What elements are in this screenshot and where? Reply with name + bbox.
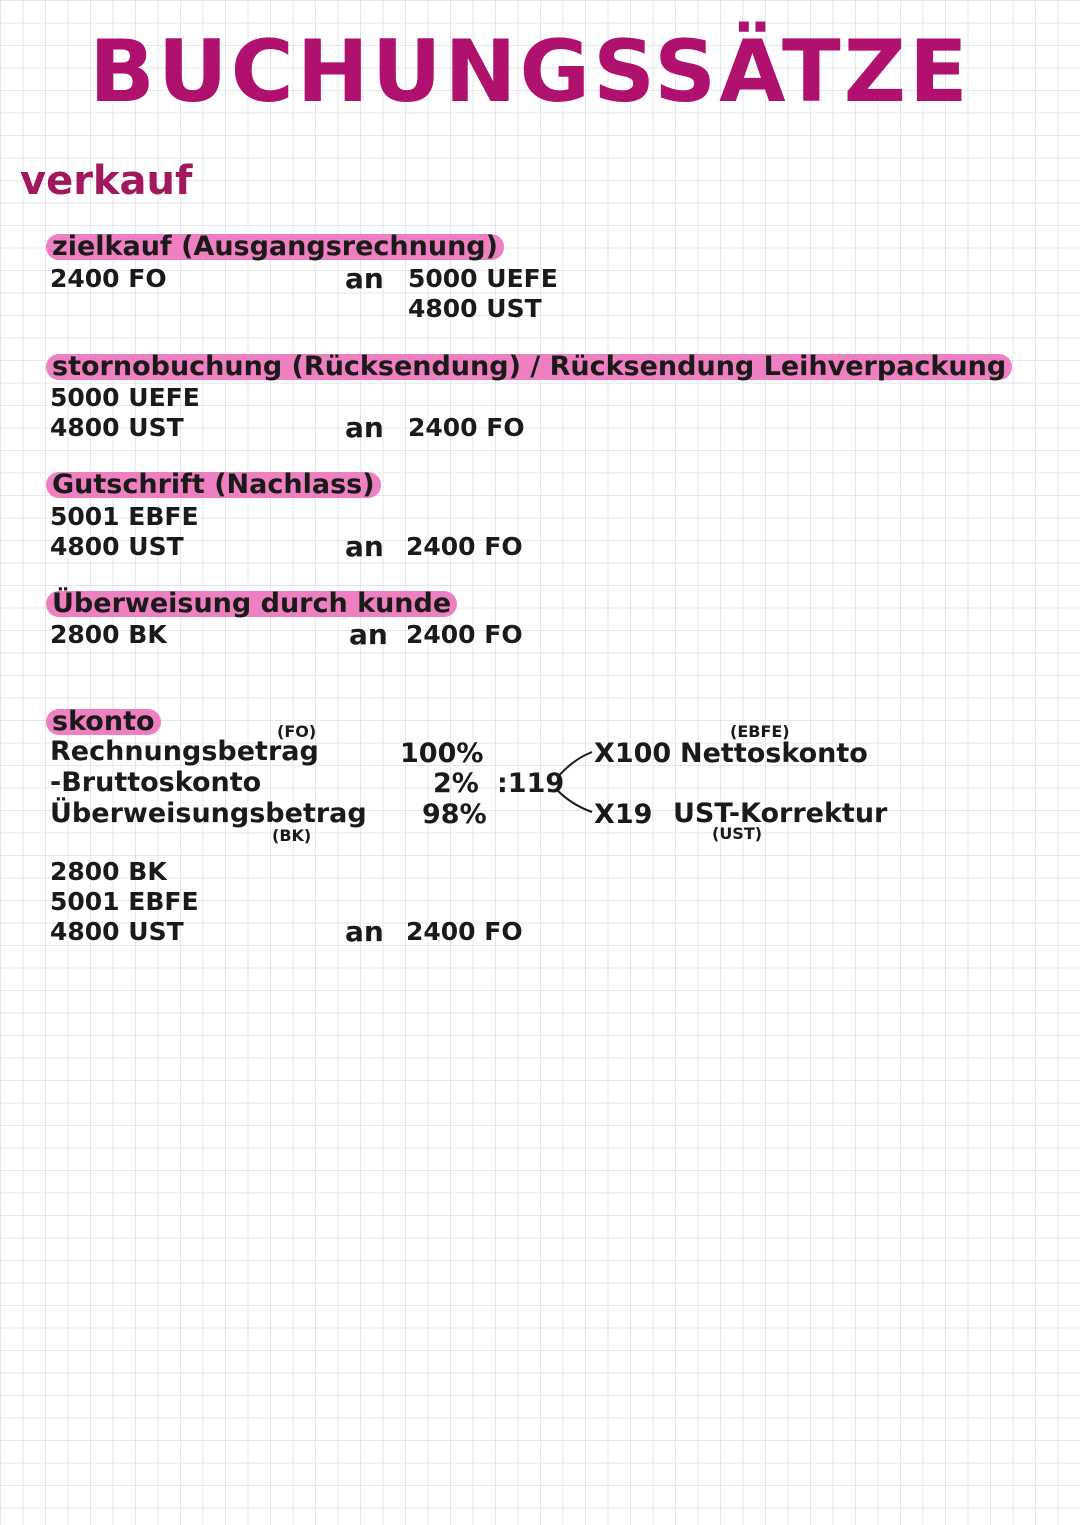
calc-divisor: :119 (497, 768, 565, 799)
calc-percent: 2% (433, 768, 479, 799)
calc-factor: X100 (594, 738, 672, 769)
calc-label: Überweisungsbetrag (50, 798, 367, 829)
entry-heading-gutschrift: Gutschrift (Nachlass) (46, 472, 381, 498)
credit-account: 2400 FO (406, 620, 523, 649)
page-title: BUCHUNGSSÄTZE (89, 22, 971, 122)
calc-percent: 98% (422, 799, 487, 830)
debit-account: 2800 BK (50, 857, 167, 886)
note-ebfe: (EBFE) (730, 722, 790, 741)
debit-account: 5000 UEFE (50, 383, 200, 412)
section-heading: verkauf (20, 158, 193, 204)
connector-an: an (345, 915, 384, 948)
credit-account: 2400 FO (408, 413, 525, 442)
note-bk: (BK) (272, 826, 312, 845)
debit-account: 5001 EBFE (50, 887, 199, 916)
connector-an: an (345, 411, 384, 444)
connector-an: an (345, 530, 384, 563)
entry-heading-zielkauf: zielkauf (Ausgangsrechnung) (46, 234, 504, 260)
note-fo: (FO) (277, 722, 317, 741)
credit-account: 2400 FO (406, 532, 523, 561)
debit-account: 4800 UST (50, 917, 184, 946)
calc-label: Rechnungsbetrag (50, 736, 319, 767)
calc-percent: 100% (400, 738, 484, 769)
entry-heading-stornobuchung: stornobuchung (Rücksendung) / Rücksendung Leihverpackung (46, 354, 1012, 380)
debit-account: 2800 BK (50, 620, 167, 649)
credit-account: 4800 UST (408, 294, 542, 323)
credit-account: 2400 FO (406, 917, 523, 946)
calc-result: Nettoskonto (680, 738, 868, 769)
connector-an: an (345, 262, 384, 295)
calc-result: UST-Korrektur (673, 798, 888, 829)
connector-an: an (349, 618, 388, 651)
entry-heading-ueberweisung: Überweisung durch kunde (46, 591, 457, 617)
credit-account: 5000 UEFE (408, 264, 558, 293)
debit-account: 5001 EBFE (50, 502, 199, 531)
debit-account: 4800 UST (50, 413, 184, 442)
calc-label: -Bruttoskonto (50, 767, 262, 798)
note-ust: (UST) (712, 824, 763, 843)
debit-account: 4800 UST (50, 532, 184, 561)
debit-account: 2400 FO (50, 264, 167, 293)
calc-factor: X19 (594, 799, 653, 830)
entry-heading-skonto: skonto (46, 709, 161, 735)
